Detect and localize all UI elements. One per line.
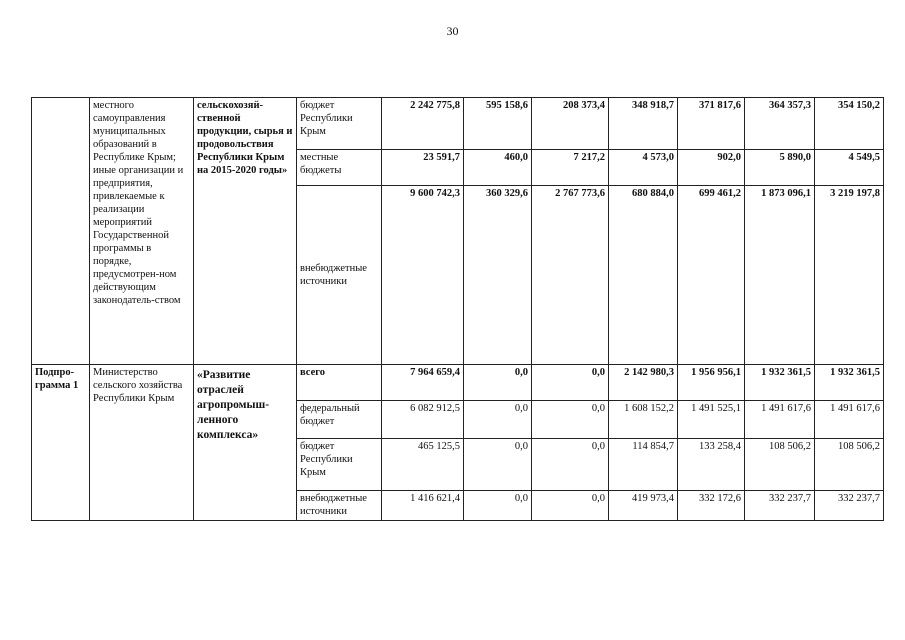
value-cell: 1 491 617,6 [745, 401, 815, 439]
value-cell: 364 357,3 [745, 98, 815, 150]
executor-cell: местного самоуправления муниципальных образований в Республике Крым; иные организации и предприятия, привлекаемые к реализации мероприятий Государственной программы в порядке, предусмотрен-ном действующим законодатель-ством [90, 98, 194, 365]
value-cell: 0,0 [464, 491, 532, 521]
value-cell: 371 817,6 [678, 98, 745, 150]
value-cell: 0,0 [532, 491, 609, 521]
value-cell: 9 600 742,3 [382, 186, 464, 365]
value-cell: 1 956 956,1 [678, 365, 745, 401]
value-cell: 2 142 980,3 [609, 365, 678, 401]
program-cell: сельскохозяй-ственной продукции, сырья и продовольствия Республики Крым на 2015-2020 годы» [194, 98, 297, 365]
value-cell: 7 217,2 [532, 150, 609, 186]
page-number: 30 [446, 24, 459, 38]
value-cell: 1 491 525,1 [678, 401, 745, 439]
value-cell: 332 237,7 [745, 491, 815, 521]
value-cell: 360 329,6 [464, 186, 532, 365]
value-cell: 680 884,0 [609, 186, 678, 365]
value-cell: 4 549,5 [815, 150, 884, 186]
program-cell: «Развитие отраслей агропромыш-ленного комплекса» [194, 365, 297, 521]
value-cell: 1 932 361,5 [815, 365, 884, 401]
value-cell: 5 890,0 [745, 150, 815, 186]
value-cell: 114 854,7 [609, 439, 678, 491]
value-cell: 332 237,7 [815, 491, 884, 521]
value-cell: 208 373,4 [532, 98, 609, 150]
funding-source: внебюджетные источники [297, 186, 382, 365]
value-cell: 902,0 [678, 150, 745, 186]
value-cell: 133 258,4 [678, 439, 745, 491]
value-cell: 0,0 [532, 401, 609, 439]
table-row [32, 365, 884, 401]
funding-source: всего [297, 365, 382, 401]
value-cell: 354 150,2 [815, 98, 884, 150]
value-cell: 1 873 096,1 [745, 186, 815, 365]
value-cell: 6 082 912,5 [382, 401, 464, 439]
value-cell: 1 608 152,2 [609, 401, 678, 439]
value-cell: 1 416 621,4 [382, 491, 464, 521]
status-cell [32, 98, 90, 365]
value-cell: 1 932 361,5 [745, 365, 815, 401]
value-cell: 23 591,7 [382, 150, 464, 186]
value-cell: 419 973,4 [609, 491, 678, 521]
value-cell: 595 158,6 [464, 98, 532, 150]
funding-source: внебюджетные источники [297, 491, 382, 521]
funding-source: местные бюджеты [297, 150, 382, 186]
value-cell: 0,0 [464, 439, 532, 491]
value-cell: 0,0 [532, 439, 609, 491]
value-cell: 0,0 [532, 365, 609, 401]
value-cell: 0,0 [464, 401, 532, 439]
value-cell: 332 172,6 [678, 491, 745, 521]
value-cell: 465 125,5 [382, 439, 464, 491]
value-cell: 4 573,0 [609, 150, 678, 186]
value-cell: 0,0 [464, 365, 532, 401]
value-cell: 699 461,2 [678, 186, 745, 365]
funding-source: бюджет Республики Крым [297, 439, 382, 491]
value-cell: 3 219 197,8 [815, 186, 884, 365]
funding-source: бюджет Республики Крым [297, 98, 382, 150]
value-cell: 460,0 [464, 150, 532, 186]
value-cell: 108 506,2 [815, 439, 884, 491]
value-cell: 108 506,2 [745, 439, 815, 491]
value-cell: 2 242 775,8 [382, 98, 464, 150]
executor-cell: Министерство сельского хозяйства Республики Крым [90, 365, 194, 521]
value-cell: 348 918,7 [609, 98, 678, 150]
funding-source: федеральный бюджет [297, 401, 382, 439]
table-row [32, 98, 884, 150]
budget-table [31, 97, 884, 521]
status-cell: Подпро-грамма 1 [32, 365, 90, 521]
value-cell: 2 767 773,6 [532, 186, 609, 365]
value-cell: 7 964 659,4 [382, 365, 464, 401]
value-cell: 1 491 617,6 [815, 401, 884, 439]
